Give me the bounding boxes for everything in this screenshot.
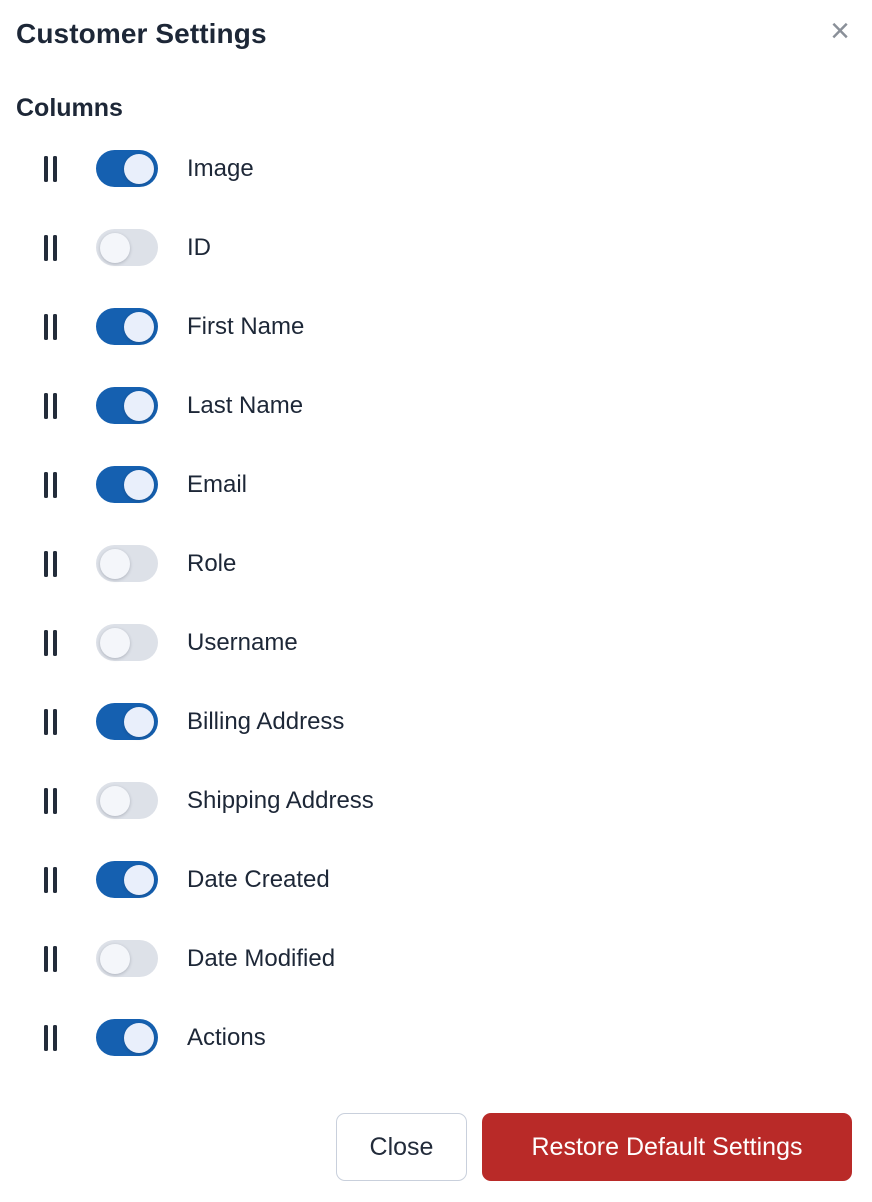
column-toggle[interactable] <box>96 545 158 582</box>
column-toggle[interactable] <box>96 229 158 266</box>
column-label: Role <box>187 549 237 577</box>
column-label: Shipping Address <box>187 786 374 814</box>
column-toggle[interactable] <box>96 150 158 187</box>
drag-handle-icon[interactable] <box>44 549 57 579</box>
column-label: Date Created <box>187 865 330 893</box>
toggle-knob <box>100 233 130 263</box>
columns-section-heading: Columns <box>16 94 123 122</box>
toggle-knob <box>124 707 154 737</box>
toggle-knob <box>124 470 154 500</box>
toggle-knob <box>124 865 154 895</box>
column-label: Username <box>187 628 298 656</box>
column-row <box>44 387 872 424</box>
column-row <box>44 861 872 898</box>
column-label: Last Name <box>187 391 304 419</box>
column-label: ID <box>187 233 211 261</box>
column-toggle[interactable] <box>96 703 158 740</box>
column-toggle[interactable] <box>96 940 158 977</box>
toggle-knob <box>124 154 154 184</box>
column-row <box>44 229 872 266</box>
column-row <box>44 703 872 740</box>
column-row <box>44 150 872 187</box>
column-row <box>44 624 872 661</box>
column-toggle[interactable] <box>96 466 158 503</box>
drag-handle-icon[interactable] <box>44 312 57 342</box>
column-label: Image <box>187 154 254 182</box>
column-toggle[interactable] <box>96 1019 158 1056</box>
drag-handle-icon[interactable] <box>44 944 57 974</box>
column-label: Billing Address <box>187 707 345 735</box>
drag-handle-icon[interactable] <box>44 865 57 895</box>
column-label: Date Modified <box>187 944 336 972</box>
columns-list <box>0 150 872 1098</box>
column-row <box>44 1019 872 1056</box>
toggle-knob <box>124 391 154 421</box>
modal-title: Customer Settings <box>16 18 267 49</box>
close-button[interactable]: Close <box>336 1113 467 1181</box>
toggle-knob <box>100 786 130 816</box>
drag-handle-icon[interactable] <box>44 470 57 500</box>
drag-handle-icon[interactable] <box>44 786 57 816</box>
restore-default-settings-button[interactable]: Restore Default Settings <box>482 1113 852 1181</box>
column-row <box>44 308 872 345</box>
column-toggle[interactable] <box>96 782 158 819</box>
column-row <box>44 545 872 582</box>
drag-handle-icon[interactable] <box>44 707 57 737</box>
column-label: Actions <box>187 1023 266 1051</box>
column-row <box>44 466 872 503</box>
drag-handle-icon[interactable] <box>44 1023 57 1053</box>
drag-handle-icon[interactable] <box>44 154 57 184</box>
toggle-knob <box>124 312 154 342</box>
toggle-knob <box>124 1023 154 1053</box>
toggle-knob <box>100 944 130 974</box>
modal-header <box>0 0 872 50</box>
drag-handle-icon[interactable] <box>44 233 57 263</box>
close-icon[interactable]: × <box>824 16 856 46</box>
column-toggle[interactable] <box>96 387 158 424</box>
column-label: Email <box>187 470 248 498</box>
column-toggle[interactable] <box>96 861 158 898</box>
modal-footer <box>0 1113 872 1202</box>
drag-handle-icon[interactable] <box>44 391 57 421</box>
column-label: First Name <box>187 312 305 340</box>
column-row <box>44 940 872 977</box>
column-row <box>44 782 872 819</box>
column-toggle[interactable] <box>96 308 158 345</box>
drag-handle-icon[interactable] <box>44 628 57 658</box>
toggle-knob <box>100 549 130 579</box>
toggle-knob <box>100 628 130 658</box>
column-toggle[interactable] <box>96 624 158 661</box>
